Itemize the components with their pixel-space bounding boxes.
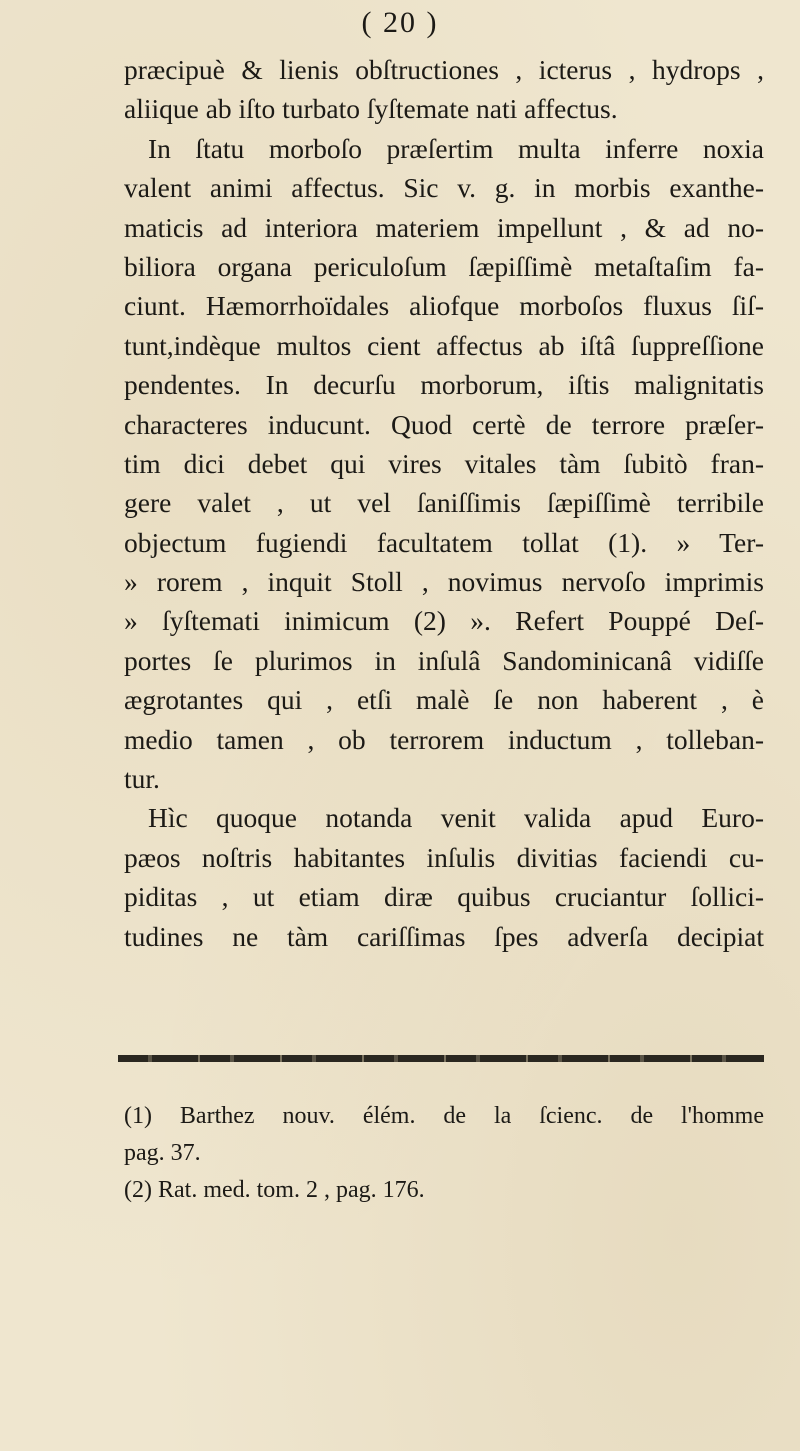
text-line: medio tamen , ob terrorem inductum , tolleban- xyxy=(124,723,764,755)
footnote-line: (1) Barthez nouv. élém. de la ſcienc. de l'homme xyxy=(124,1103,764,1129)
text-line: » ſyſtemati inimicum (2) ». Refert Pouppé Deſ- xyxy=(124,605,764,637)
text-line: tim dici debet qui vires vitales tàm ſubitò fran- xyxy=(124,447,764,479)
text-line: tudines ne tàm cariſſimas ſpes adverſa decipiat xyxy=(124,920,764,952)
text-line: biliora organa periculoſum ſæpiſſimè metaſtaſim fa- xyxy=(124,250,764,282)
paragraph-start-line: In ſtatu morboſo præſertim multa inferre noxia xyxy=(148,132,764,164)
footnote-divider-rule xyxy=(118,1055,764,1062)
text-line: præcipuè & lienis obſtructiones , icterus , hydrops , xyxy=(124,54,764,85)
text-line: piditas , ut etiam diræ quibus cruciantur ſollici- xyxy=(124,881,764,913)
body-text xyxy=(124,50,764,956)
text-line: portes ſe plurimos in inſulâ Sandominicanâ vidiſſe xyxy=(124,644,764,676)
text-line: objectum fugiendi facultatem tollat (1). » Ter- xyxy=(124,526,764,558)
text-line: characteres inducunt. Quod certè de terrore præſer- xyxy=(124,408,764,440)
footnotes xyxy=(124,1098,764,1209)
text-line: ægrotantes qui , etſi malè ſe non haberent , è xyxy=(124,684,764,716)
text-line: ciunt. Hæmorrhoïdales aliofque morboſos fluxus ſiſ- xyxy=(124,290,764,322)
text-line: pendentes. In decurſu morborum, iſtis malignitatis xyxy=(124,369,764,401)
text-line: » rorem , inquit Stoll , novimus nervoſo imprimis xyxy=(124,566,764,598)
footnote-line: pag. 37. xyxy=(124,1140,201,1166)
text-line: tur. xyxy=(124,763,160,795)
page-number: ( 20 ) xyxy=(361,6,439,39)
text-line: gere valet , ut vel ſaniſſimis ſæpiſſimè terribile xyxy=(124,487,764,519)
text-line: valent animi affectus. Sic v. g. in morbis exanthe- xyxy=(124,172,764,204)
text-line: tunt,indèque multos cient affectus ab iſtâ ſuppreſſione xyxy=(124,329,764,361)
paragraph-start-line: Hìc quoque notanda venit valida apud Euro- xyxy=(148,802,764,834)
footnote-line: (2) Rat. med. tom. 2 , pag. 176. xyxy=(124,1177,425,1203)
text-line: aliique ab iſto turbato ſyſtemate nati affectus. xyxy=(124,93,618,125)
text-line: maticis ad interiora materiem impellunt , & ad no- xyxy=(124,211,764,243)
text-line: pæos noſtris habitantes inſulis divitias faciendi cu- xyxy=(124,841,764,873)
